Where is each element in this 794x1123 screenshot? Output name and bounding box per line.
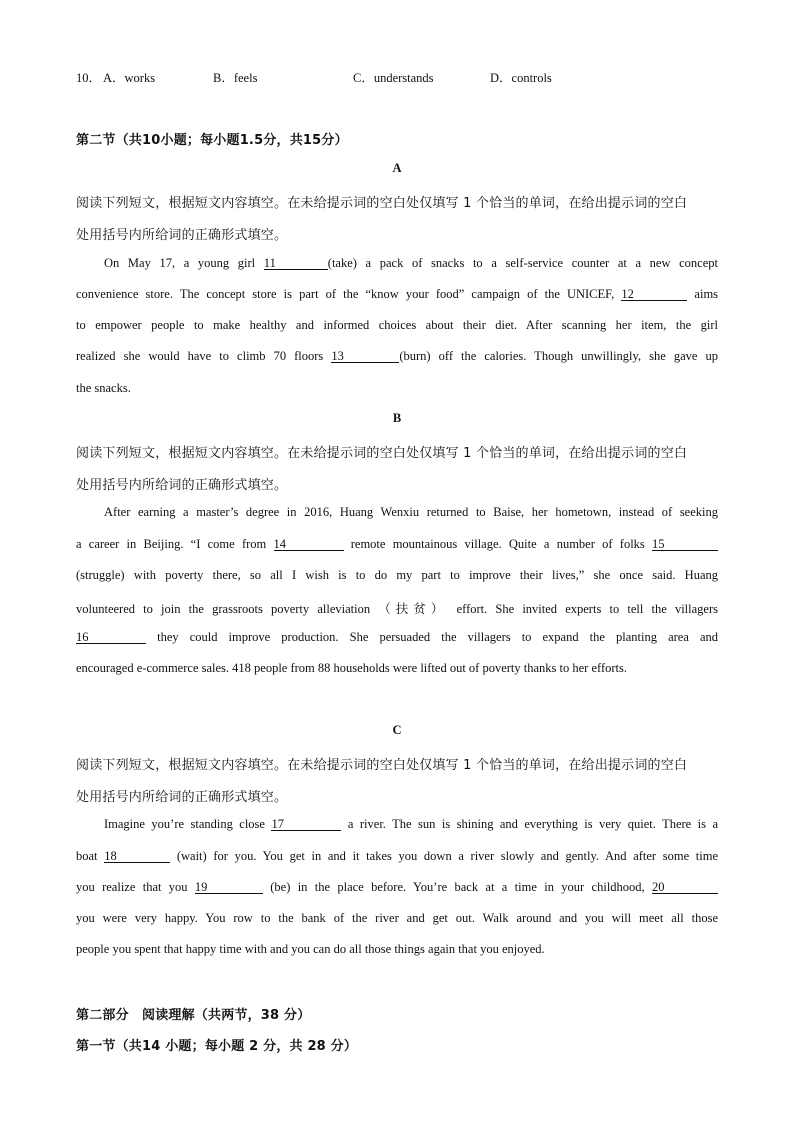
passage-b-line-4: volunteered to join the grassroots poverty alleviation （扶贫） effort. She invited experts to tell the villagers bbox=[76, 602, 718, 616]
question-number: 10． bbox=[76, 71, 102, 85]
blank-18[interactable]: 18 bbox=[104, 850, 170, 863]
section-2-heading: 第二节（共10小题；每小题1.5分，共15分） bbox=[76, 133, 348, 148]
option-b: B．feels bbox=[213, 71, 258, 85]
passage-a-instruction: 阅读下列短文，根据短文内容填空。在未给提示词的空白处仅填写 1 个恰当的单词，在给出提示词的空白 bbox=[76, 196, 688, 211]
option-a: A．works bbox=[103, 71, 156, 85]
part-2-heading: 第二部分 阅读理解（共两节，38 分） bbox=[76, 1008, 311, 1023]
blank-15[interactable]: 15 bbox=[652, 538, 718, 551]
passage-a-line-5: the snacks. bbox=[76, 381, 131, 395]
passage-c-line-1: Imagine you’re standing close 17 a river. The sun is shining and everything is very quiet. There is a bbox=[104, 817, 719, 831]
passage-a-label: A bbox=[392, 161, 402, 175]
passage-b-line-1: After earning a master’s degree in 2016, Huang Wenxiu returned to Baise, her hometown, instead of seeking bbox=[104, 505, 718, 519]
blank-14[interactable]: 14 bbox=[274, 538, 344, 551]
passage-a-line-2: convenience store. The concept store is part of the “know your food” campaign of the UNICEF, 12 aims bbox=[76, 287, 719, 301]
passage-c-instruction: 阅读下列短文，根据短文内容填空。在未给提示词的空白处仅填写 1 个恰当的单词，在给出提示词的空白 bbox=[76, 758, 688, 773]
option-d: D．controls bbox=[490, 71, 552, 85]
blank-12[interactable]: 12 bbox=[621, 288, 687, 301]
passage-c-line-5: people you spent that happy time with and you can do all those things again that you enjoyed. bbox=[76, 942, 545, 956]
passage-b-instruction: 阅读下列短文，根据短文内容填空。在未给提示词的空白处仅填写 1 个恰当的单词，在给出提示词的空白 bbox=[76, 446, 688, 461]
passage-c-line-4: you were very happy. You row to the bank of the river and get out. Walk around and you will meet all those bbox=[76, 911, 718, 925]
blank-17[interactable]: 17 bbox=[271, 818, 341, 831]
passage-b-label: B bbox=[392, 411, 402, 425]
blank-13[interactable]: 13 bbox=[331, 350, 399, 363]
passage-b-line-3: (struggle) with poverty there, so all I wish is to do my part to improve their lives,” she once said. Huang bbox=[76, 568, 718, 582]
passage-c-label: C bbox=[392, 723, 402, 737]
passage-a-instruction-cont: 处用括号内所给词的正确形式填空。 bbox=[76, 228, 288, 243]
blank-16[interactable]: 16 bbox=[76, 631, 146, 644]
passage-a-line-4: realized she would have to climb 70 floors 13 (burn) off the calories. Though unwillingly, she gave up bbox=[76, 349, 718, 363]
part-2-section-1-heading: 第一节（共14 小题；每小题 2 分，共 28 分） bbox=[76, 1039, 358, 1054]
blank-19[interactable]: 19 bbox=[195, 881, 263, 894]
blank-11[interactable]: 11 bbox=[264, 257, 328, 270]
blank-20[interactable]: 20 bbox=[652, 881, 718, 894]
passage-c-line-2: boat 18 (wait) for you. You get in and it takes you down a river slowly and gently. And after some time bbox=[76, 849, 718, 863]
passage-c-line-3: you realize that you 19 (be) in the place before. You’re back at a time in your childhood, 20 bbox=[76, 880, 718, 895]
passage-b-instruction-cont: 处用括号内所给词的正确形式填空。 bbox=[76, 478, 288, 493]
passage-b-line-6: encouraged e-commerce sales. 418 people from 88 households were lifted out of poverty thanks to her efforts. bbox=[76, 661, 627, 675]
passage-a-line-3: to empower people to make healthy and informed choices about their diet. After scanning her item, the girl bbox=[76, 318, 718, 332]
option-c: C．understands bbox=[353, 71, 434, 85]
passage-b-line-5: 16 they could improve production. She persuaded the villagers to expand the planting area and bbox=[76, 630, 719, 644]
passage-b-line-2: a career in Beijing. “I come from 14 remote mountainous village. Quite a number of folks 15 bbox=[76, 537, 718, 552]
passage-a-line-1: On May 17, a young girl 11 (take) a pack of snacks to a self-service counter at a new concept bbox=[104, 256, 718, 270]
passage-c-instruction-cont: 处用括号内所给词的正确形式填空。 bbox=[76, 790, 288, 805]
